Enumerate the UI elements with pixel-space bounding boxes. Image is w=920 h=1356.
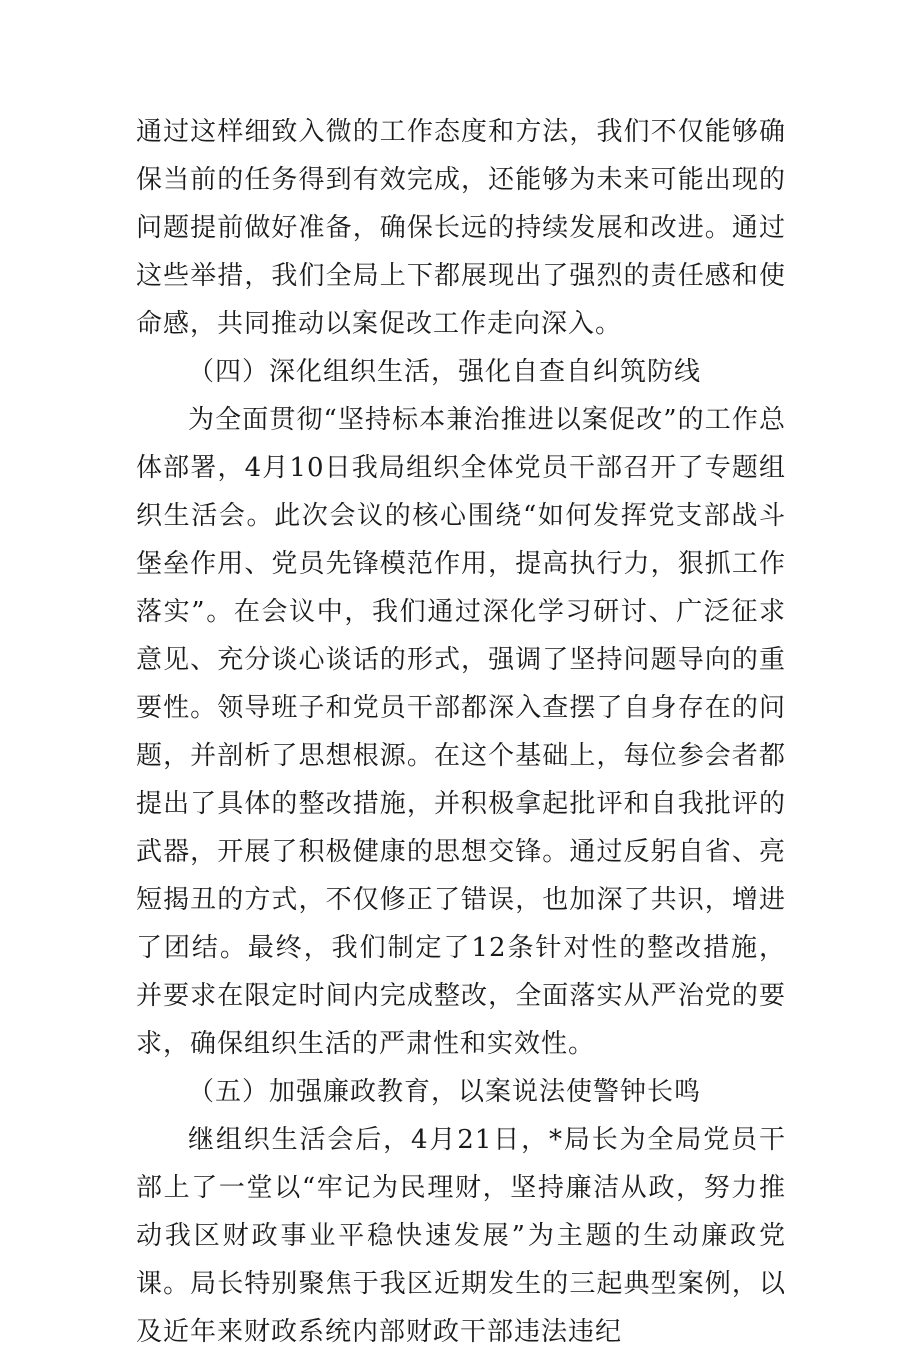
- section-heading-4: （四）深化组织生活，强化自查自纠筑防线: [188, 357, 702, 387]
- paragraph-organization-life: 为全面贯彻“坚持标本兼治推进以案促改”的工作总体部署，4月10日我局组织全体党员干部召开了专题组织生活会。此次会议的核心围绕“如何发挥党支部战斗堡垒作用、党员先锋模范作用，提高执行力，狠抓工作落实”。在会议中，我们通过深化学习研讨、广泛征求意见、充分谈心谈话的形式，强调了坚持问题导向的重要性。领导班子和党员干部都深入查摆了自身存在的问题，并剖析了思想根源。在这个基础上，每位参会者都提出了具体的整改措施，并积极拿起批评和自我批评的武器，开展了积极健康的思想交锋。通过反躬自省、亮短揭丑的方式，不仅修正了错误，也加深了共识，增进了团结。最终，我们制定了12条针对性的整改措施，并要求在限定时间内完成整改，全面落实从严治党的要求，确保组织生活的严肃性和实效性。: [136, 405, 786, 1059]
- paragraph-continuation: 通过这样细致入微的工作态度和方法，我们不仅能够确保当前的任务得到有效完成，还能够为未来可能出现的问题提前做好准备，确保长远的持续发展和改进。通过这些举措，我们全局上下都展现出了强烈的责任感和使命感，共同推动以案促改工作走向深入。: [136, 117, 786, 339]
- document-body: [136, 108, 786, 1356]
- section-heading-5: （五）加强廉政教育，以案说法使警钟长鸣: [188, 1077, 702, 1107]
- paragraph-integrity-education: 继组织生活会后，4月21日，*局长为全局党员干部上了一堂以“牢记为民理财，坚持廉洁从政，努力推动我区财政事业平稳快速发展”为主题的生动廉政党课。局长特别聚焦于我区近期发生的三起典型案例，以及近年来财政系统内部财政干部违法违纪: [136, 1125, 786, 1347]
